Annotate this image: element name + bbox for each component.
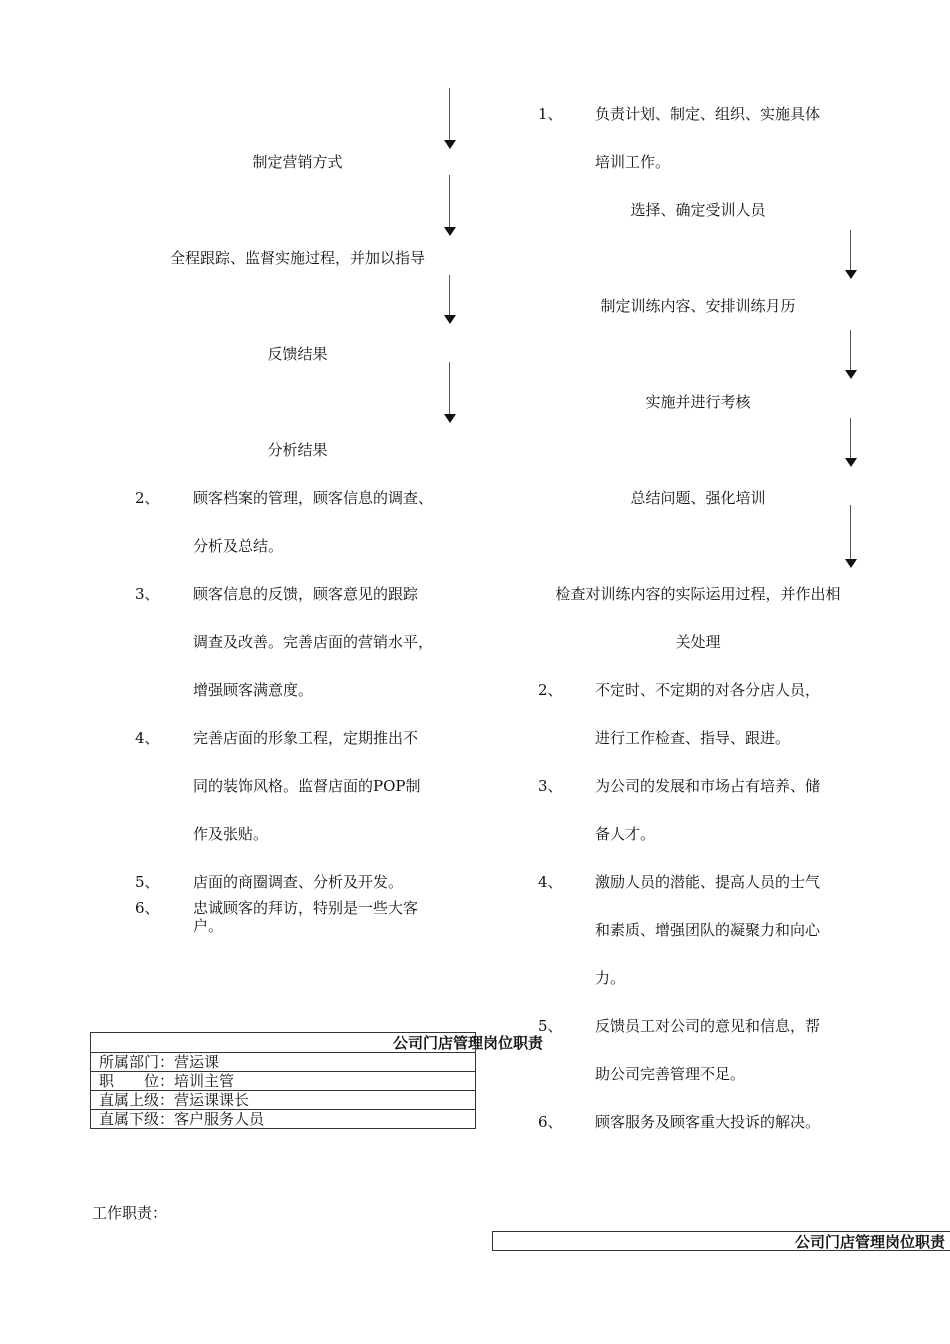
list-text: 完善店面的形象工程，定期推出不 [193, 729, 419, 747]
right-flow-step: 总结问题、强化培训 [630, 489, 766, 507]
list-text: 店面的商圈调查、分析及开发。 [193, 873, 404, 891]
list-text: 不定时、不定期的对各分店人员， [595, 681, 821, 699]
list-number: 3、 [538, 777, 563, 795]
flow-arrow [845, 330, 857, 380]
list-text: 顾客信息的反馈，顾客意见的跟踪 [193, 585, 419, 603]
flow-arrow [845, 418, 857, 468]
list-text: 作及张贴。 [193, 825, 269, 843]
list-text: 激励人员的潜能、提高人员的士气 [595, 873, 821, 891]
right-flow-step: 制定训练内容、安排训练月历 [600, 297, 796, 315]
flow-arrow [444, 88, 456, 150]
list-number: 3、 [135, 585, 160, 603]
list-text: 忠诚顾客的拜访，特别是一些大客 [193, 899, 419, 917]
list-number: 5、 [135, 873, 160, 891]
table-row [91, 1072, 476, 1091]
work-duties-label: 工作职责： [92, 1204, 168, 1222]
list-text: 助公司完善管理不足。 [595, 1065, 746, 1083]
left-flow-step: 制定营销方式 [252, 153, 343, 171]
list-text: 力。 [595, 969, 626, 987]
list-text: 户。 [193, 917, 224, 935]
list-text: 顾客服务及顾客重大投诉的解决。 [595, 1113, 821, 1131]
list-text: 反馈员工对公司的意见和信息，帮 [595, 1017, 821, 1035]
info-position: 职 位：培训主管 [91, 1072, 476, 1091]
right-flow-step: 选择、确定受训人员 [630, 201, 766, 219]
flow-arrow [444, 275, 456, 325]
list-text: 进行工作检查、指导、跟进。 [595, 729, 791, 747]
flow-arrow [444, 362, 456, 424]
info-department: 所属部门：营运课 [91, 1053, 476, 1072]
list-number: 5、 [538, 1017, 563, 1035]
left-flow-step: 分析结果 [267, 441, 328, 459]
list-number: 1、 [538, 105, 563, 123]
list-number: 4、 [538, 873, 563, 891]
table-row [91, 1091, 476, 1110]
list-text: 负责计划、制定、组织、实施具体 [595, 105, 821, 123]
list-text: 培训工作。 [595, 153, 671, 171]
left-flow-step: 全程跟踪、监督实施过程，并加以指导 [169, 249, 425, 267]
list-text: 同的装饰风格。监督店面的POP制 [193, 777, 421, 795]
list-text: 增强顾客满意度。 [193, 681, 314, 699]
list-number: 2、 [135, 489, 160, 507]
flow-arrow [444, 175, 456, 237]
info-box-title: 公司门店管理岗位职责 [393, 1034, 544, 1052]
list-text: 顾客档案的管理，顾客信息的调查、 [193, 489, 434, 507]
left-flow-step: 反馈结果 [267, 345, 328, 363]
info-subordinate: 直属下级：客户服务人员 [91, 1110, 476, 1129]
table-row [91, 1110, 476, 1129]
list-number: 4、 [135, 729, 160, 747]
list-text: 分析及总结。 [193, 537, 284, 555]
list-number: 6、 [135, 899, 160, 917]
bottom-box-title: 公司门店管理岗位职责 [795, 1233, 946, 1251]
flow-arrow [845, 230, 857, 280]
list-number: 2、 [538, 681, 563, 699]
list-text: 备人才。 [595, 825, 656, 843]
list-text: 为公司的发展和市场占有培养、储 [595, 777, 821, 795]
table-row [91, 1053, 476, 1072]
info-table [90, 1052, 476, 1129]
list-text: 调查及改善。完善店面的营销水平， [193, 633, 434, 651]
right-flow-step: 实施并进行考核 [645, 393, 751, 411]
list-text: 和素质、增强团队的凝聚力和向心 [595, 921, 821, 939]
right-flow-final: 检查对训练内容的实际运用过程，并作出相 [555, 585, 841, 603]
right-flow-final: 关处理 [675, 633, 721, 651]
flow-arrow [845, 505, 857, 569]
list-number: 6、 [538, 1113, 563, 1131]
info-superior: 直属上级：营运课课长 [91, 1091, 476, 1110]
